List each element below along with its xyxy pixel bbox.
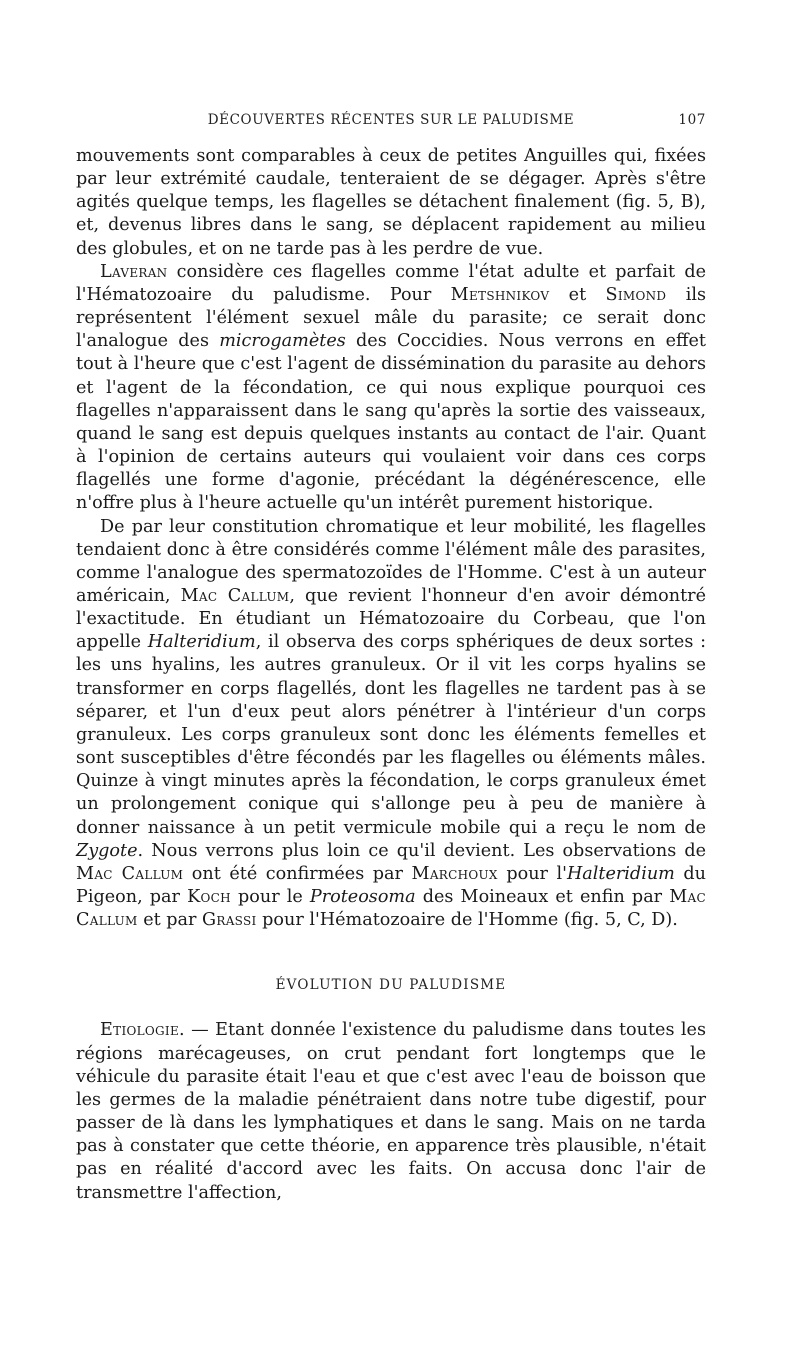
text-run: des Coccidies. Nous verrons en effet tout à l'heure que c'est l'agent de dissémination du parasite au dehors et l'agent de la fécondation, ce qui nous explique pourquoi ces flagelles n'apparaissent dans le sang qu'après la sortie des vaisseaux, quand le sang est depuis quelques instants au contact de l'air. Quant à l'opinion de certains auteurs qui voulaient voir dans ces corps flagellés une forme d'agonie, précédant la dégénérescence, elle n'offre plus à l'heure actuelle qu'un intérêt purement historique. <box>76 331 706 514</box>
author-name: Mac Callum <box>76 887 706 931</box>
italic-term: microgamètes <box>219 331 346 352</box>
author-name: Grassi <box>202 910 257 931</box>
page-number: 107 <box>678 112 706 128</box>
text-run: pour l' <box>497 863 567 884</box>
text-run: De par leur constitution chromatique et leur mobilité, les flagelles tendaient donc à être considérés comme l'élément mâle des parasites, comme l'analogue des spermatozoïdes de l'Homme. C'est à un auteur américain, <box>76 516 706 606</box>
text-run: et <box>549 284 606 305</box>
paragraph-2 <box>76 261 706 516</box>
text-run: des Moineaux et enfin par <box>415 887 670 907</box>
text-run: ils représentent l'élément sexuel mâle du parasite; ce serait donc l'analogue des <box>76 284 706 352</box>
text-run: ont été confirmées par <box>183 863 412 884</box>
author-name: Metshnikov <box>450 284 550 305</box>
running-title: DÉCOUVERTES RÉCENTES SUR LE PALUDISME <box>207 112 575 128</box>
author-name: Laveran <box>100 261 168 282</box>
text-run: , que revient l'honneur d'en avoir démontré l'exactitude. En étudiant un Hématozoaire du Corbeau, que l'on appelle <box>76 585 706 653</box>
paragraph-4 <box>76 1019 706 1204</box>
lead-term: Etiologie <box>100 1020 180 1041</box>
author-name: Mac Callum <box>76 863 184 884</box>
text-run: et par <box>137 910 203 931</box>
text-run: . — Etant donnée l'existence du paludisme dans toutes les régions marécageuses, on crut pendant fort longtemps que le véhicule du parasite était l'eau et que c'est avec l'eau de boisson que les germes de la maladie pénétraient dans notre tube digestif, pour passer de là dans les lymphatiques et dans le sang. Mais on ne tarda pas à constater que cette théorie, en apparence très plausible, n'était pas en réalité d'accord avec les faits. On accusa donc l'air de transmettre l'affection, <box>76 1020 706 1203</box>
text-run: , il observa des corps sphériques de deux sortes : les uns hyalins, les autres granuleux. Or il vit les corps hyalins se transformer en corps flagellés, dont les flagelles ne tardent pas à se séparer, et l'un d'eux peut alors pénétrer à l'intérieur d'un corps granuleux. Les corps granuleux sont donc les éléments femelles et sont susceptibles d'être fécondés par les flagelles ou éléments mâles. Quinze à vingt minutes après la fécondation, le corps granuleux émet un prolongement conique qui s'allonge peu à peu de manière à donner naissance à un petit vermicule mobile qui a reçu le nom de <box>76 632 706 838</box>
paragraph-1: mouvements sont comparables à ceux de petites Anguilles qui, fixées par leur extrémité caudale, tenteraient de se dégager. Après s'être agités quelque temps, les flagelles se détachent finalement (fig. 5, B), et, devenus libres dans le sang, se déplacent rapidement au milieu des globules, et on ne tarde pas à les perdre de vue. <box>76 146 706 259</box>
author-name: Koch <box>187 887 231 907</box>
section-heading: ÉVOLUTION DU PALUDISME <box>275 977 507 994</box>
running-header <box>76 112 706 136</box>
paragraph-3 <box>76 516 706 933</box>
author-name: Simond <box>605 284 667 305</box>
italic-term: Halteridium <box>566 863 675 884</box>
body-text <box>76 145 706 1205</box>
italic-term: Halteridium <box>147 632 256 653</box>
text-run: . Nous verrons plus loin ce qu'il devient. Les observations de <box>137 840 706 861</box>
author-name: Mac Callum <box>180 585 290 606</box>
text-run: du Pigeon, par <box>76 863 706 907</box>
italic-term: Zygote <box>76 840 138 861</box>
text-run: pour le <box>230 887 310 907</box>
author-name: Marchoux <box>411 863 498 884</box>
text-run: pour l'Hématozoaire de l'Homme (fig. 5, C, D). <box>256 910 678 931</box>
italic-term: Proteosoma <box>309 887 416 907</box>
text-run: considère ces flagelles comme l'état adulte et parfait de l'Hématozoaire du paludisme. Pour <box>76 261 706 305</box>
